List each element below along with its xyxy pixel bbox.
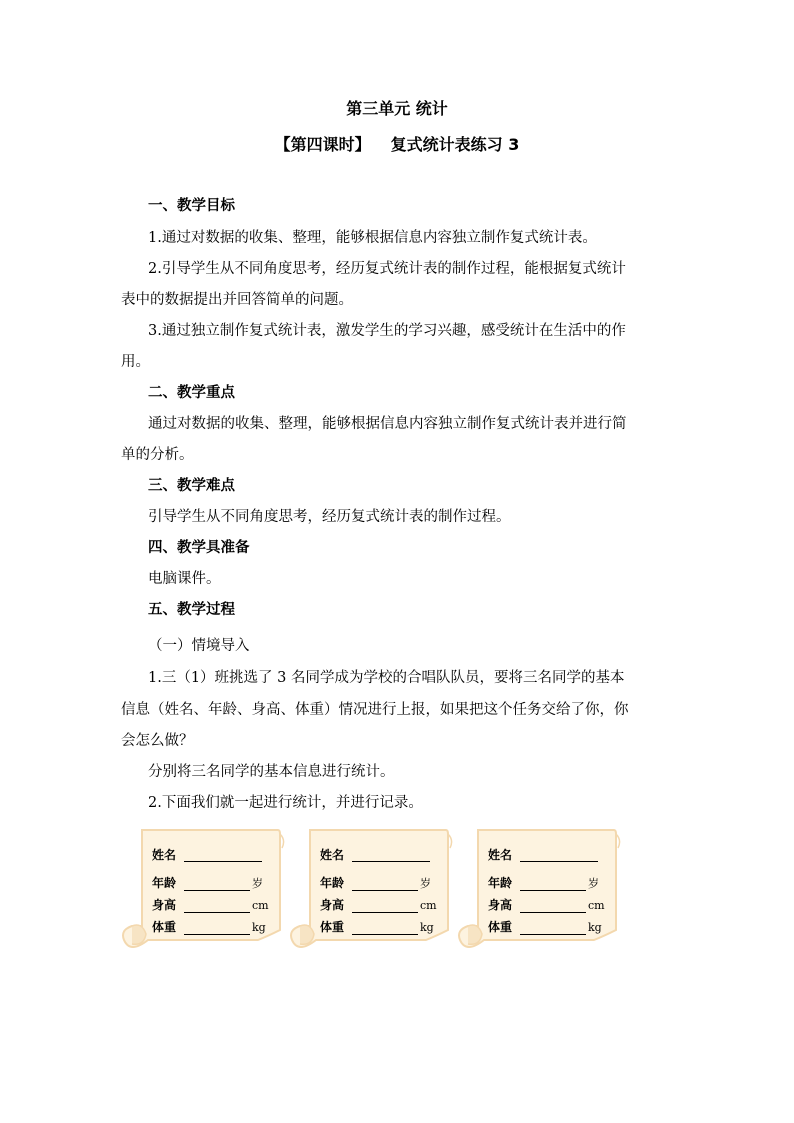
section-heading-key-points: 二、教学重点 bbox=[148, 385, 235, 401]
paragraph-line: 2.下面我们就一起进行统计，并进行记录。 bbox=[148, 795, 423, 811]
student-info-forms bbox=[118, 826, 628, 956]
paragraph-line: 电脑课件。 bbox=[148, 571, 221, 587]
height-field: 身高 cm bbox=[152, 898, 269, 912]
paragraph-line: 引导学生从不同角度思考，经历复式统计表的制作过程。 bbox=[148, 509, 511, 525]
age-field: 年龄 岁 bbox=[320, 876, 431, 890]
subsection-heading: （一）情境导入 bbox=[148, 638, 250, 654]
section-heading-difficulties: 三、教学难点 bbox=[148, 478, 235, 494]
paragraph-line: 1.三（1）班挑选了 3 名同学成为学校的合唱队队员，要将三名同学的基本 bbox=[148, 670, 625, 686]
paragraph-line: 信息（姓名、年龄、身高、体重）情况进行上报，如果把这个任务交给了你，你 bbox=[121, 702, 629, 718]
weight-field: 体重 kg bbox=[152, 920, 266, 934]
paragraph-line: 1.通过对数据的收集、整理，能够根据信息内容独立制作复式统计表。 bbox=[148, 230, 597, 246]
paragraph-line: 表中的数据提出并回答简单的问题。 bbox=[121, 292, 353, 308]
info-form-card bbox=[454, 826, 622, 954]
info-form-card bbox=[118, 826, 286, 954]
paragraph-line: 2.引导学生从不同角度思考，经历复式统计表的制作过程，能根据复式统计 bbox=[148, 261, 626, 277]
name-field: 姓名 bbox=[488, 848, 598, 862]
paragraph-line: 单的分析。 bbox=[121, 447, 194, 463]
paragraph-line: 分别将三名同学的基本信息进行统计。 bbox=[148, 764, 395, 780]
weight-field: 体重 kg bbox=[320, 920, 434, 934]
section-heading-process: 五、教学过程 bbox=[148, 602, 235, 618]
name-field: 姓名 bbox=[152, 848, 262, 862]
name-field: 姓名 bbox=[320, 848, 430, 862]
info-form-card bbox=[286, 826, 454, 954]
age-field: 年龄 岁 bbox=[488, 876, 599, 890]
lesson-title: 复式统计表练习 3 bbox=[390, 135, 520, 154]
height-field: 身高 cm bbox=[488, 898, 605, 912]
lesson-tag: 【第四课时】 bbox=[274, 135, 371, 154]
paragraph-line: 3.通过独立制作复式统计表，激发学生的学习兴趣，感受统计在生活中的作 bbox=[148, 323, 626, 339]
age-field: 年龄 岁 bbox=[152, 876, 263, 890]
paragraph-line: 用。 bbox=[121, 354, 150, 370]
height-field: 身高 cm bbox=[320, 898, 437, 912]
paragraph-line: 通过对数据的收集、整理，能够根据信息内容独立制作复式统计表并进行简 bbox=[148, 416, 627, 432]
section-heading-objectives: 一、教学目标 bbox=[148, 198, 235, 214]
lesson-title-row bbox=[0, 132, 794, 155]
section-heading-materials: 四、教学具准备 bbox=[148, 540, 250, 556]
paragraph-line: 会怎么做？ bbox=[121, 733, 194, 749]
unit-title: 第三单元 统计 bbox=[346, 99, 448, 118]
weight-field: 体重 kg bbox=[488, 920, 602, 934]
